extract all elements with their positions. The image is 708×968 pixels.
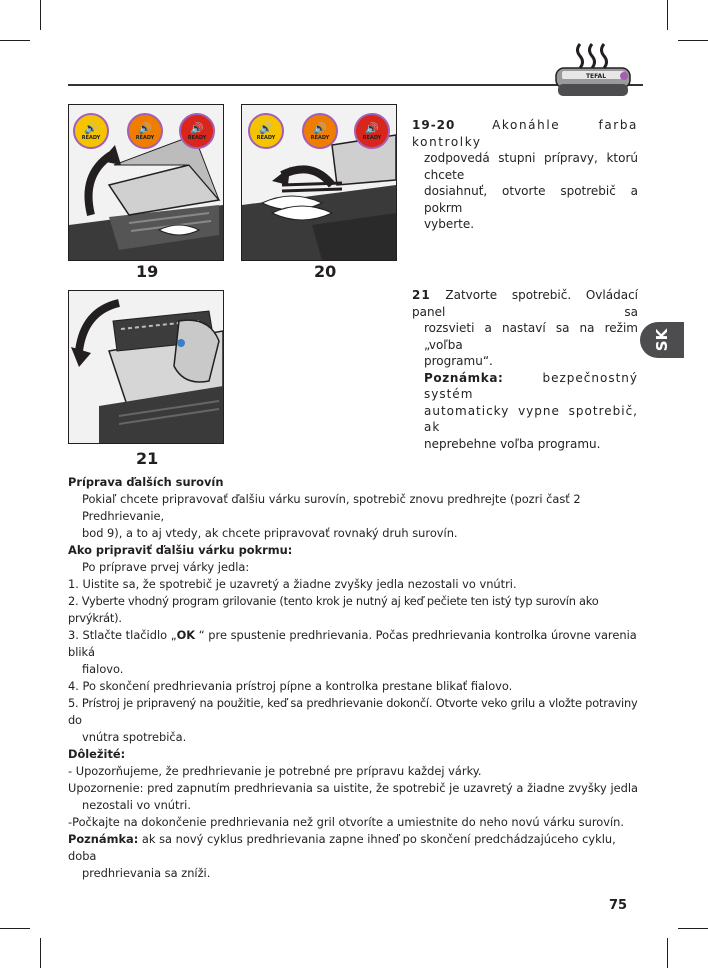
speaker-icon: 🔊	[138, 121, 152, 135]
paragraph-line: Pokiaľ chcete pripravovať ďalšiu várku surovín, spotrebič znovu predhrejte (pozri časť 2 Predhrievanie,	[82, 492, 581, 523]
section-heading: Ako pripraviť ďalšiu várku pokrmu:	[68, 543, 293, 557]
paragraph-line: predhrievania sa zníži.	[82, 866, 211, 880]
step-text: dosiahnuť, otvorte spotrebič a pokrm	[424, 184, 638, 215]
crop-mark	[678, 928, 708, 929]
page-number: 75	[609, 898, 628, 913]
paragraph-line: Upozornenie: pred zapnutím predhrievania sa uistite, že spotrebič je uzavretý a žiadne zvyšky jedla	[68, 781, 638, 795]
body-text	[68, 474, 638, 882]
step-text: bezpečnostný systém	[424, 370, 638, 401]
step-text: automaticky vypne spotrebič, ak	[424, 403, 638, 434]
section-heading: Príprava ďalších surovín	[68, 475, 224, 489]
doneness-lamp	[248, 113, 284, 149]
ready-text: READY	[81, 134, 101, 141]
crop-mark	[0, 40, 30, 41]
paragraph-line: nezostali vo vnútri.	[82, 798, 191, 812]
ready-text: READY	[135, 134, 155, 141]
step-text: zodpovedá stupni prípravy, ktorú chcete	[424, 151, 638, 182]
brand-label: TEFAL	[585, 73, 607, 80]
crop-mark	[667, 938, 668, 968]
figure-21-label: 21	[136, 449, 159, 468]
speaker-icon: 🔊	[365, 121, 379, 135]
paragraph-text: ak sa nový cyklus predhrievania zapne ihneď po skončení predchádzajúceho cyklu, doba	[68, 832, 616, 863]
doneness-lamp	[302, 113, 338, 149]
figure-19	[68, 104, 224, 261]
figure-20	[241, 104, 397, 261]
speaker-icon: 🔊	[259, 121, 273, 135]
list-item	[68, 627, 638, 661]
ready-text: READY	[310, 134, 330, 141]
step-text: Akonáhle farba kontrolky	[412, 118, 638, 149]
list-item: 5. Prístroj je pripravený na použitie, keď sa predhrievanie dokončí. Otvorte veko grilu a vložte potraviny do	[68, 696, 638, 727]
ok-button-label: OK	[176, 628, 196, 642]
note-label: Poznámka:	[68, 832, 139, 846]
crop-mark	[40, 938, 41, 968]
step-text: programu“.	[424, 354, 493, 368]
doneness-lamp	[179, 113, 215, 149]
doneness-lamp	[73, 113, 109, 149]
list-item: 1. Uistite sa, že spotrebič je uzavretý a žiadne zvyšky jedla nezostali vo vnútri.	[68, 577, 517, 591]
step-19-20	[412, 117, 638, 233]
section-heading: Dôležité:	[68, 747, 126, 761]
note-label: Poznámka:	[424, 370, 504, 385]
crop-mark	[0, 928, 30, 929]
list-item-text: 3. Stlačte tlačidlo „	[68, 628, 177, 642]
list-item-cont: fialovo.	[82, 662, 124, 676]
list-item-text: “ pre spustenie predhrievania. Počas predhrievania kontrolka úrovne varenia bliká	[68, 628, 637, 659]
grill-icon	[552, 40, 634, 100]
paragraph-line: -Počkajte na dokončenie predhrievania než gril otvoríte a umiestnite do neho novú várku surovín.	[68, 815, 624, 829]
ready-text: READY	[362, 134, 382, 141]
paragraph-line: Po príprave prvej várky jedla:	[82, 560, 250, 574]
figure-19-label: 19	[136, 262, 159, 281]
doneness-lamp	[127, 113, 163, 149]
ready-text: READY	[256, 134, 276, 141]
step-number: 19-20	[412, 118, 456, 132]
list-item: 2. Vyberte vhodný program grilovanie (tento krok je nutný aj keď pečiete ten istý typ surovín ako prvýkrát).	[68, 594, 599, 625]
list-item: 4. Po skončení predhrievania prístroj pípne a kontrolka prestane blikať fialovo.	[68, 679, 513, 693]
crop-mark	[40, 0, 41, 30]
paragraph-line: bod 9), a to aj vtedy, ak chcete pripravovať rovnaký druh surovín.	[82, 526, 458, 540]
step-text: Zatvorte spotrebič. Ovládací panel sa	[412, 288, 638, 319]
step-number: 21	[412, 288, 431, 302]
step-text: vyberte.	[424, 217, 475, 231]
crop-mark	[667, 0, 668, 30]
speaker-icon: 🔊	[84, 121, 98, 135]
paragraph-line: - Upozorňujeme, že predhrievanie je potrebné pre prípravu každej várky.	[68, 764, 482, 778]
speaker-icon: 🔊	[313, 121, 327, 135]
list-item-cont: vnútra spotrebiča.	[82, 730, 187, 744]
step-text: rozsvieti a nastaví sa na režim „voľba	[424, 321, 638, 352]
figure-20-label: 20	[314, 262, 337, 281]
figure-21	[68, 290, 224, 444]
language-tab	[640, 322, 684, 358]
step-21	[412, 287, 638, 452]
paragraph-line	[68, 831, 638, 865]
doneness-lamp	[354, 113, 390, 149]
speaker-icon: 🔊	[190, 121, 204, 135]
language-tab-label: SK	[653, 328, 671, 352]
ready-text: READY	[187, 134, 207, 141]
step-text: neprebehne voľba programu.	[424, 436, 601, 451]
crop-mark	[678, 40, 708, 41]
